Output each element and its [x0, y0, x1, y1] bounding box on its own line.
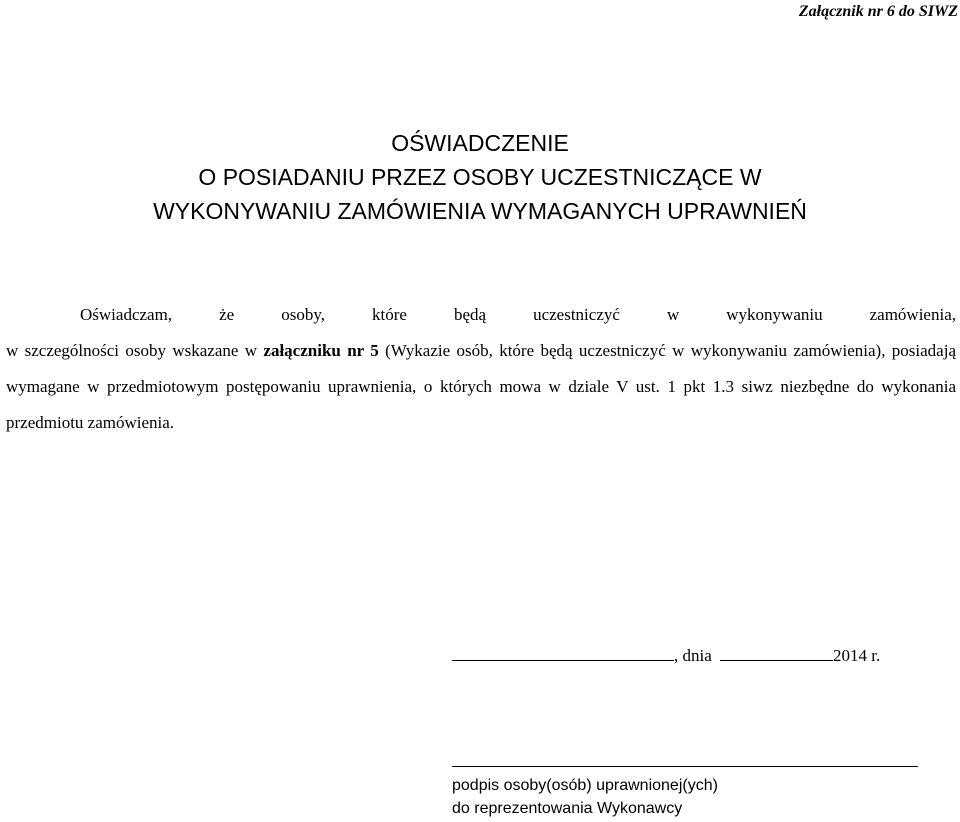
place-blank-field	[452, 642, 674, 661]
title-line-3: WYKONYWANIU ZAMÓWIENIA WYMAGANYCH UPRAWNIEŃ	[153, 198, 807, 224]
statement-paragraph	[6, 297, 956, 441]
document-title	[0, 126, 960, 228]
signature-line	[452, 766, 918, 767]
signature-caption-line-1: podpis osoby(osób) uprawnionej(ych)	[452, 777, 718, 794]
statement-continuation	[6, 333, 956, 441]
statement-first-line: Oświadczam, że osoby, które będą uczestniczyć w wykonywaniu zamówienia,	[80, 305, 956, 324]
year-suffix: 2014 r.	[833, 646, 881, 665]
attachment-5-reference: załączniku nr 5	[263, 341, 379, 360]
statement-part-2: (Wykazie osób, które będą uczestniczyć w wykonywaniu zamówienia), posiadają wymagane w przedmiotowym postępowaniu uprawnienia, o których mowa w dziale V ust. 1 pkt 1.3 siwz niezbędne do wykonania przedmiotu zamówienia.	[6, 341, 956, 432]
title-line-2: O POSIADANIU PRZEZ OSOBY UCZESTNICZĄCE W	[198, 164, 762, 190]
place-date-line	[452, 642, 880, 668]
title-line-1: OŚWIADCZENIE	[391, 130, 569, 156]
date-separator: , dnia	[674, 646, 717, 665]
attachment-reference: Załącznik nr 6 do SIWZ	[798, 3, 958, 20]
statement-part-1: w szczególności osoby wskazane w	[6, 341, 264, 360]
signature-caption-line-2: do reprezentowania Wykonawcy	[452, 800, 683, 817]
signature-caption	[452, 774, 718, 820]
date-blank-field	[720, 642, 833, 661]
